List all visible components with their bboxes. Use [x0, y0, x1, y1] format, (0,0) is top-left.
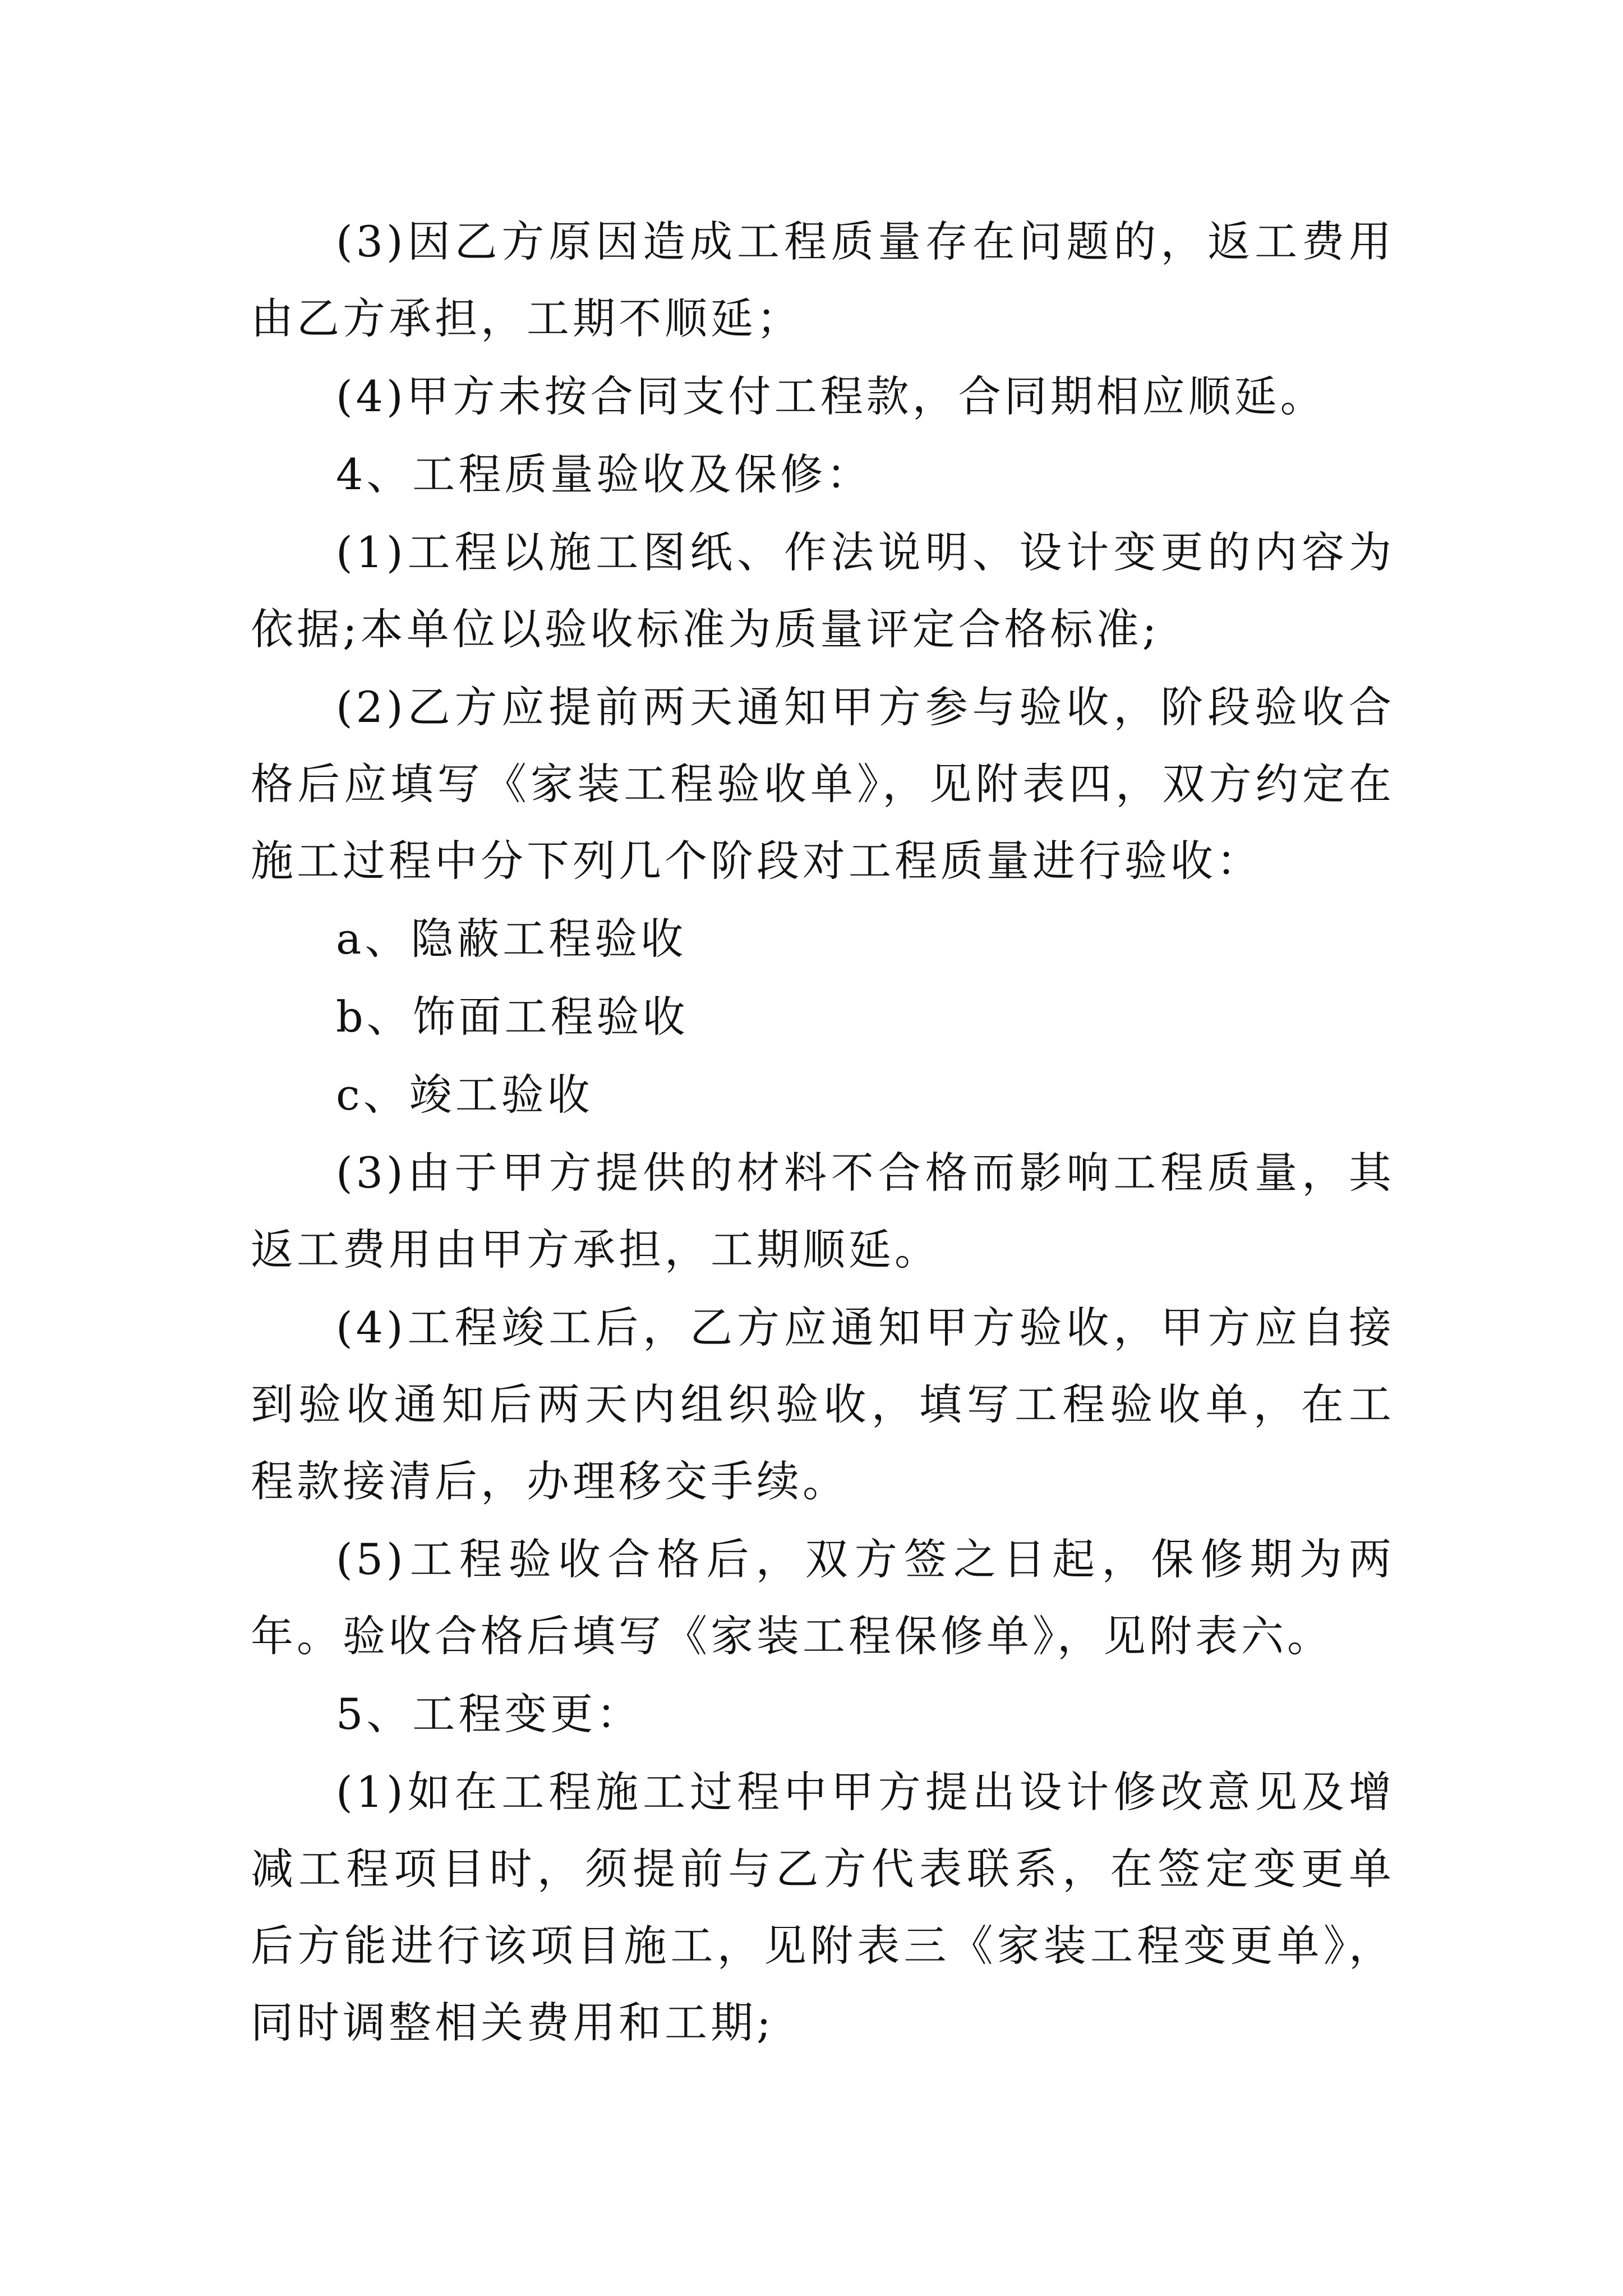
paragraph: (5)工程验收合格后，双方签之日起，保修期为两年。验收合格后填写《家装工程保修单》，见附表六。	[251, 1534, 1395, 1661]
list-item: a、隐蔽工程验收	[336, 914, 687, 964]
paragraph: (3)因乙方原因造成工程质量存在问题的，返工费用由乙方承担，工期不顺延；	[251, 217, 1395, 343]
paragraph: (4)工程竣工后，乙方应通知甲方验收，甲方应自接到验收通知后两天内组织验收，填写工程验收单，在工程款接清后，办理移交手续。	[251, 1303, 1395, 1506]
paragraph: (2)乙方应提前两天通知甲方参与验收，阶段验收合格后应填写《家装工程验收单》，见附表四，双方约定在施工过程中分下列几个阶段对工程质量进行验收：	[251, 682, 1395, 886]
list-item: c、竣工验收	[336, 1070, 593, 1120]
section-heading: 5、工程变更：	[336, 1689, 643, 1739]
paragraph: (3)由于甲方提供的材料不合格而影响工程质量，其返工费用由甲方承担，工期顺延。	[251, 1148, 1395, 1274]
document-body	[251, 203, 1395, 2062]
paragraph: (4)甲方未按合同支付工程款，合同期相应顺延。	[336, 371, 1326, 421]
paragraph: (1)工程以施工图纸、作法说明、设计变更的内容为依据;本单位以验收标准为质量评定合格标准;	[251, 527, 1395, 654]
list-item: b、饰面工程验收	[336, 992, 689, 1042]
paragraph: (1)如在工程施工过程中甲方提出设计修改意见及增减工程项目时，须提前与乙方代表联系，在签定变更单后方能进行该项目施工，见附表三《家装工程变更单》，同时调整相关费用和工期;	[251, 1767, 1395, 2047]
section-heading: 4、工程质量验收及保修：	[336, 449, 873, 499]
